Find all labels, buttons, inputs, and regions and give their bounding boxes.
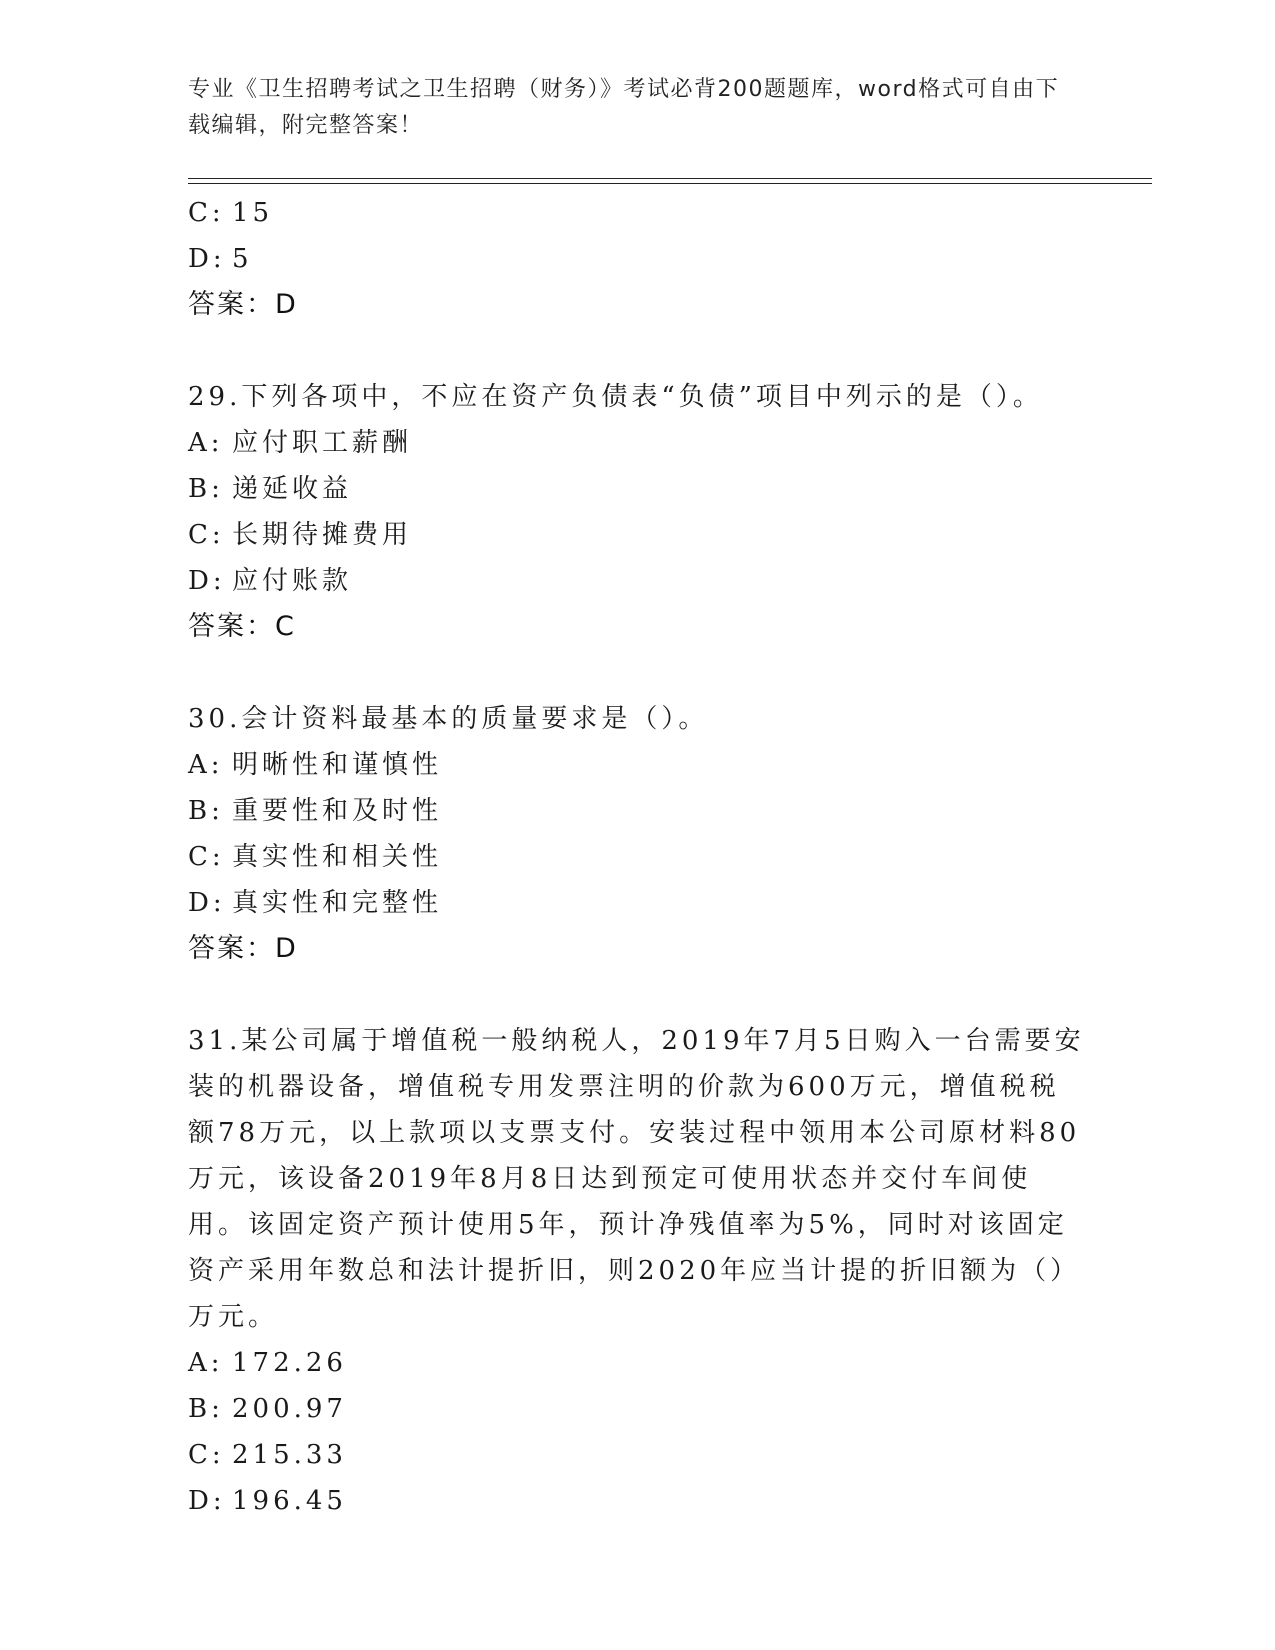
page-header: 专业《卫生招聘考试之卫生招聘（财务）》考试必背200题题库，word格式可自由下载编辑，附完整答案！ xyxy=(188,77,1060,138)
option-key: C: xyxy=(188,1440,225,1470)
option-text: 真实性和相关性 xyxy=(232,842,443,872)
spacer xyxy=(188,328,1088,374)
question-29 xyxy=(188,374,1088,650)
option-text: 215.33 xyxy=(232,1440,347,1470)
option-key: A: xyxy=(188,1348,224,1378)
header-rule xyxy=(188,178,1152,179)
option-text: 重要性和及时性 xyxy=(232,796,443,826)
option-d xyxy=(188,880,1088,926)
option-text: 长期待摊费用 xyxy=(232,520,413,550)
spacer xyxy=(188,650,1088,696)
question-31 xyxy=(188,1018,1088,1524)
option-b xyxy=(188,1386,1088,1432)
option-text: 15 xyxy=(232,198,274,228)
option-b xyxy=(188,788,1088,834)
option-key: C: xyxy=(188,842,225,872)
option-text: 应付职工薪酬 xyxy=(232,428,413,458)
option-a xyxy=(188,420,1088,466)
option-c xyxy=(188,1432,1088,1478)
header-rule xyxy=(188,183,1152,184)
option-key: B: xyxy=(188,1394,224,1424)
option-d xyxy=(188,236,1088,282)
answer: 答案：D xyxy=(188,289,298,320)
option-key: D: xyxy=(188,244,226,274)
question-30 xyxy=(188,696,1088,972)
option-key: D: xyxy=(188,566,226,596)
option-d xyxy=(188,558,1088,604)
option-b xyxy=(188,466,1088,512)
option-key: B: xyxy=(188,796,224,826)
option-text: 5 xyxy=(232,244,253,274)
prev-question xyxy=(188,190,1088,328)
option-a xyxy=(188,1340,1088,1386)
option-d xyxy=(188,1478,1088,1524)
option-key: D: xyxy=(188,1486,226,1516)
option-text: 196.45 xyxy=(232,1486,347,1516)
option-key: A: xyxy=(188,428,224,458)
option-key: A: xyxy=(188,750,224,780)
option-text: 200.97 xyxy=(232,1394,347,1424)
option-text: 应付账款 xyxy=(232,566,353,596)
question-stem: 30.会计资料最基本的质量要求是（）。 xyxy=(188,704,709,734)
option-key: D: xyxy=(188,888,226,918)
option-c xyxy=(188,190,1088,236)
option-c xyxy=(188,512,1088,558)
answer: 答案：D xyxy=(188,933,298,964)
option-key: B: xyxy=(188,474,224,504)
question-stem: 29.下列各项中，不应在资产负债表“负债”项目中列示的是（）。 xyxy=(188,382,1043,412)
spacer xyxy=(188,972,1088,1018)
option-text: 真实性和完整性 xyxy=(232,888,443,918)
document-body xyxy=(188,190,1088,1524)
answer: 答案：C xyxy=(188,611,296,642)
option-text: 172.26 xyxy=(232,1348,347,1378)
option-key: C: xyxy=(188,520,225,550)
option-c xyxy=(188,834,1088,880)
option-a xyxy=(188,742,1088,788)
question-stem: 31.某公司属于增值税一般纳税人，2019年7月5日购入一台需要安装的机器设备，增值税专用发票注明的价款为600万元，增值税税额78万元，以上款项以支票支付。安装过程中领用本公司原材料80万元，该设备2019年8月8日达到预定可使用状态并交付车间使用。该固定资产预计使用5年，预计净残值率为5%，同时对该固定资产采用年数总和法计提折旧，则2020年应当计提的折旧额为（）万元。 xyxy=(188,1026,1085,1332)
option-text: 递延收益 xyxy=(232,474,353,504)
option-text: 明晰性和谨慎性 xyxy=(232,750,443,780)
option-key: C: xyxy=(188,198,225,228)
